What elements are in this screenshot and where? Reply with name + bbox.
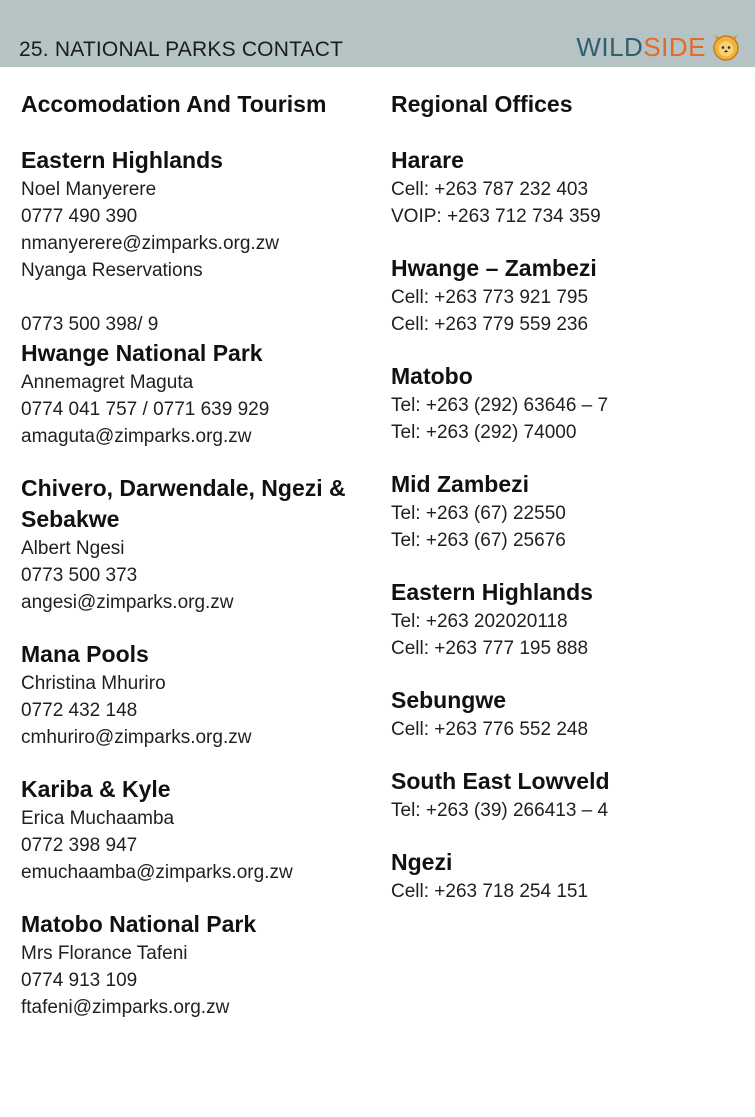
office-contact-line: Cell: +263 777 195 888 (391, 638, 589, 659)
office-contact-line: Tel: +263 202020118 (391, 611, 568, 632)
office-contact-line: Cell: +263 787 232 403 (391, 179, 589, 200)
contact-email: nmanyerere@zimparks.org.zw (21, 233, 279, 254)
office-hwange-zambezi (391, 253, 741, 338)
section-title: South East Lowveld (391, 768, 610, 794)
regional-offices-heading: Regional Offices (391, 91, 573, 117)
accommodation-column (21, 90, 361, 1021)
contact-phone: 0777 490 390 (21, 206, 138, 227)
office-contact-line: Cell: +263 718 254 151 (391, 881, 589, 902)
section-title: Chivero, Darwendale, Ngezi & (21, 475, 346, 501)
office-sebungwe (391, 685, 741, 743)
brand-side-text: SIDE (643, 31, 706, 62)
brand-logo (576, 31, 741, 63)
office-eastern-highlands (391, 577, 741, 662)
contact-name: Albert Ngesi (21, 538, 125, 559)
regional-offices-column (391, 90, 741, 905)
contact-email: cmhuriro@zimparks.org.zw (21, 727, 252, 748)
office-harare (391, 145, 741, 230)
contact-name: Christina Mhuriro (21, 673, 166, 694)
office-contact-line: Cell: +263 773 921 795 (391, 287, 589, 308)
lion-cub-icon (711, 32, 741, 62)
contact-email: emuchaamba@zimparks.org.zw (21, 862, 293, 883)
section-title: Mid Zambezi (391, 471, 530, 497)
contact-phone: 0772 398 947 (21, 835, 138, 856)
contact-phone: 0772 432 148 (21, 700, 138, 721)
section-title: Harare (391, 147, 464, 173)
office-contact-line: Cell: +263 776 552 248 (391, 719, 589, 740)
contact-email: amaguta@zimparks.org.zw (21, 426, 252, 447)
section-title: Eastern Highlands (21, 147, 223, 173)
office-contact-line: Tel: +263 (39) 266413 – 4 (391, 800, 609, 821)
spacer (21, 284, 361, 311)
section-title: Hwange National Park (21, 340, 263, 366)
contact-hwange (21, 338, 361, 450)
contact-name: Annemagret Maguta (21, 372, 194, 393)
contact-email: ftafeni@zimparks.org.zw (21, 997, 230, 1018)
contact-name: Noel Manyerere (21, 179, 157, 200)
office-contact-line: Tel: +263 (292) 74000 (391, 422, 577, 443)
office-contact-line: Tel: +263 (67) 25676 (391, 530, 566, 551)
office-contact-line: Tel: +263 (292) 63646 – 7 (391, 395, 609, 416)
contact-phone: 0773 500 373 (21, 565, 138, 586)
office-contact-line: VOIP: +263 712 734 359 (391, 206, 601, 227)
accommodation-heading: Accomodation And Tourism (21, 91, 327, 117)
section-title: Matobo (391, 363, 473, 389)
section-title: Ngezi (391, 849, 453, 875)
section-title: Mana Pools (21, 641, 149, 667)
section-title: Hwange – Zambezi (391, 255, 597, 281)
page-title: 25. NATIONAL PARKS CONTACT (19, 38, 344, 61)
office-contact-line: Tel: +263 (67) 22550 (391, 503, 566, 524)
section-title: Matobo National Park (21, 911, 257, 937)
contact-phone: 0774 913 109 (21, 970, 138, 991)
office-ngezi (391, 847, 741, 905)
contact-email: angesi@zimparks.org.zw (21, 592, 234, 613)
office-mid-zambezi (391, 469, 741, 554)
contact-kariba-kyle (21, 774, 361, 886)
contact-mana-pools (21, 639, 361, 751)
contact-name: Erica Muchaamba (21, 808, 175, 829)
contact-chivero (21, 473, 361, 616)
contact-note: Nyanga Reservations (21, 260, 203, 281)
office-contact-line: Cell: +263 779 559 236 (391, 314, 589, 335)
contact-matobo-national-park (21, 909, 361, 1021)
office-matobo (391, 361, 741, 446)
brand-wild-text: WILD (576, 31, 644, 62)
brand-wordmark (576, 32, 706, 63)
contact-phone: 0774 041 757 / 0771 639 929 (21, 399, 270, 420)
office-south-east-lowveld (391, 766, 741, 824)
section-title: Eastern Highlands (391, 579, 593, 605)
section-title: Sebungwe (391, 687, 507, 713)
contact-phone: 0773 500 398/ 9 (21, 314, 159, 335)
contact-eastern-highlands (21, 145, 361, 338)
contact-name: Mrs Florance Tafeni (21, 943, 188, 964)
section-title: Kariba & Kyle (21, 776, 171, 802)
section-title: Sebakwe (21, 506, 120, 532)
